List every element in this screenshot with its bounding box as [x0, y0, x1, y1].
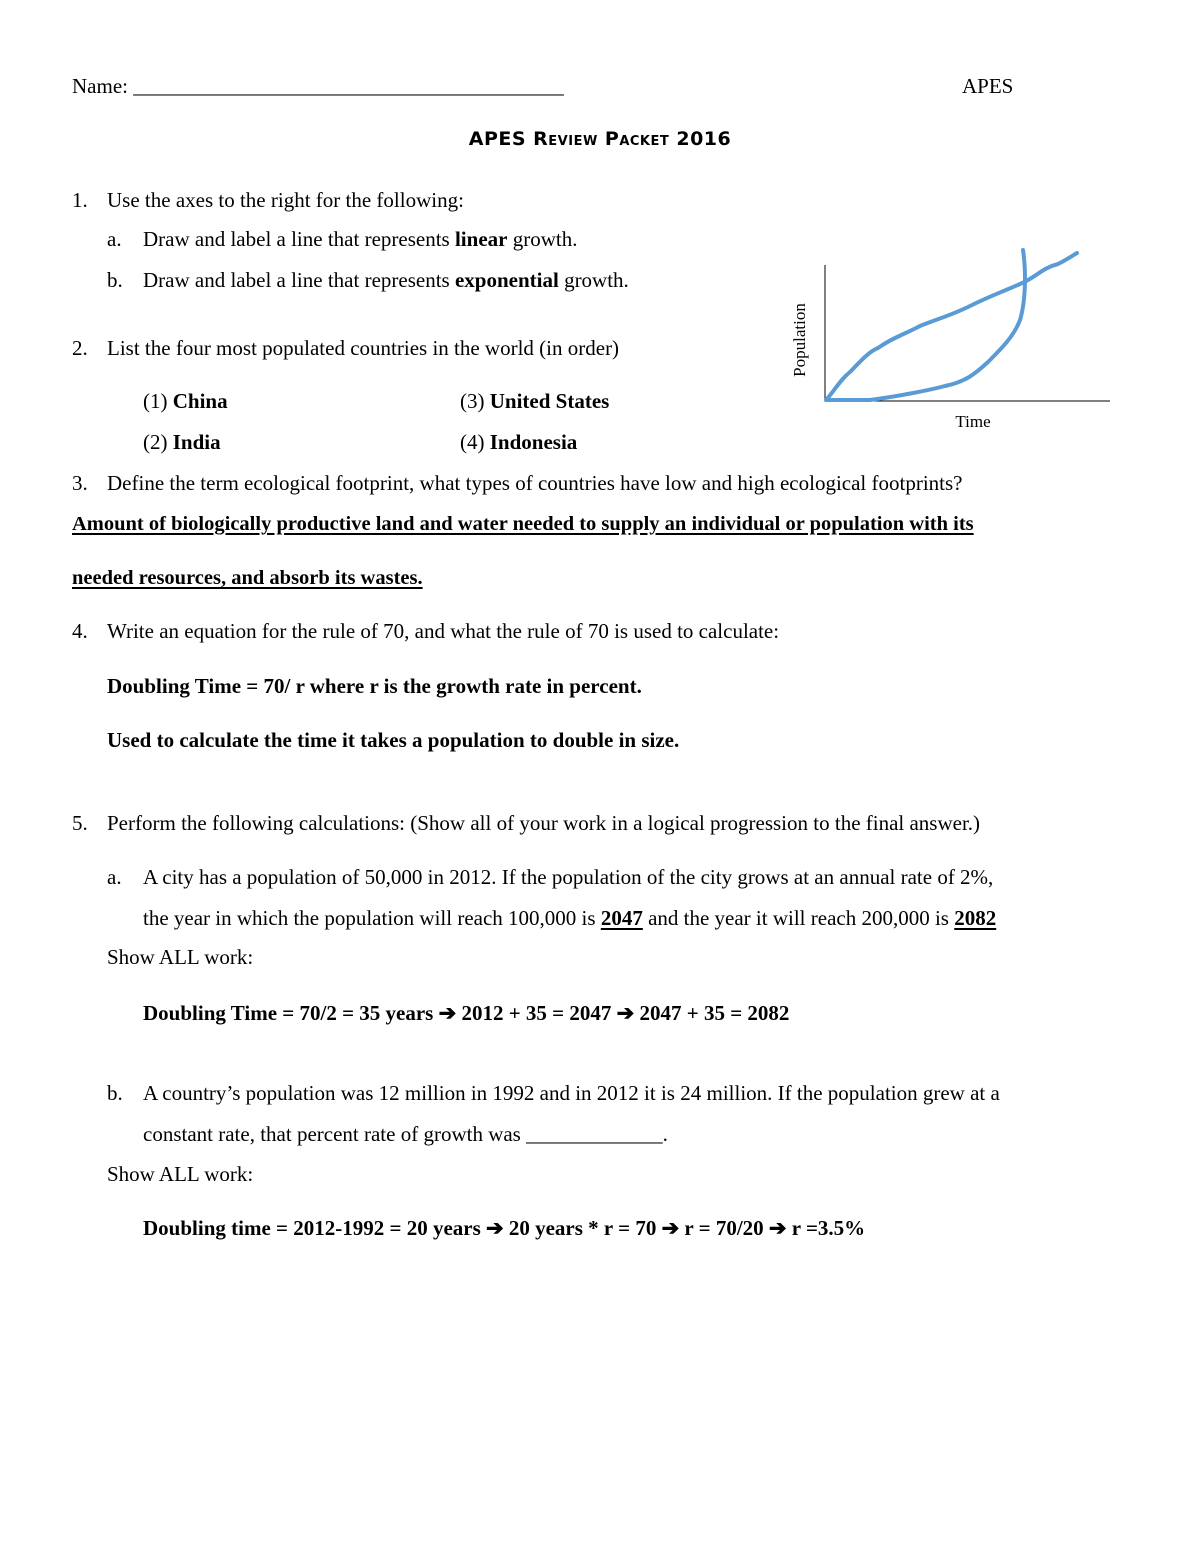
country-4 [460, 432, 577, 453]
q1a-bold: linear [454, 227, 508, 251]
country-4-number: (4) [460, 430, 490, 454]
name-blank: _________________________________________ [133, 74, 564, 98]
q4-text: Write an equation for the rule of 70, and what the rule of 70 is used to calculate: [107, 619, 780, 643]
q3-number: 3. [72, 471, 88, 495]
name-line[interactable] [72, 76, 564, 97]
q5b-marker: b. [107, 1081, 123, 1105]
q1b-pre: Draw and label a line that represents [143, 268, 455, 292]
q4-answer-equation: Doubling Time = 70/ r where r is the growth rate in percent. [107, 674, 642, 698]
q2-text: List the four most populated countries in the world (in order) [107, 336, 620, 360]
q5b-work: Doubling time = 2012-1992 = 20 years ➔ 20 years * r = 70 ➔ r = 70/20 ➔ r =3.5% [143, 1216, 866, 1240]
q5b-line1: A country’s population was 12 million in 1992 and in 2012 it is 24 million. If the population grew at a [143, 1081, 1000, 1105]
q5-number: 5. [72, 811, 88, 835]
q5-text: Perform the following calculations: (Show all of your work in a logical progression to the final answer.) [107, 811, 981, 835]
page-title: APES Review Packet 2016 [468, 128, 732, 150]
course-label: APES [962, 74, 1014, 98]
q5a-marker: a. [107, 865, 122, 889]
q4-number: 4. [72, 619, 88, 643]
q5a-line2-mid: and the year it will reach 200,000 is [642, 906, 955, 930]
q5a-answer-2: 2082 [954, 906, 997, 930]
q1a-marker: a. [107, 227, 122, 251]
q3-answer-line1: Amount of biologically productive land and water needed to supply an individual or population with its [72, 513, 974, 535]
country-3-number: (3) [460, 389, 490, 413]
q5b-line2: constant rate, that percent rate of growth was _____________. [143, 1122, 668, 1146]
country-2-number: (2) [143, 430, 173, 454]
q1b-text [143, 270, 629, 291]
q4-answer-purpose: Used to calculate the time it takes a population to double in size. [107, 728, 680, 752]
q1a-pre: Draw and label a line that represents [143, 227, 455, 251]
country-1-name: China [172, 389, 228, 413]
q1b-marker: b. [107, 268, 123, 292]
country-2 [143, 432, 221, 453]
y-axis-label: Population [790, 303, 809, 377]
q5a-line2-pre: the year in which the population will reach 100,000 is [143, 906, 601, 930]
q1b-bold: exponential [454, 268, 559, 292]
q5a-answer-1: 2047 [600, 906, 643, 930]
growth-graph [780, 240, 1120, 440]
country-4-name: Indonesia [489, 430, 578, 454]
q1a-text [143, 229, 577, 250]
q5b-show-work: Show ALL work: [107, 1162, 254, 1186]
q3-text: Define the term ecological footprint, what types of countries have low and high ecological footprints? [107, 471, 963, 495]
q5a-show-work: Show ALL work: [107, 945, 254, 969]
q2-number: 2. [72, 336, 88, 360]
q5a-line1: A city has a population of 50,000 in 2012. If the population of the city grows at an annual rate of 2%, [143, 865, 994, 889]
country-2-name: India [172, 430, 221, 454]
country-3-name: United States [489, 389, 610, 413]
country-1 [143, 391, 228, 412]
q5a-work: Doubling Time = 70/2 = 35 years ➔ 2012 + 35 = 2047 ➔ 2047 + 35 = 2082 [143, 1001, 790, 1025]
q3-answer-line2: needed resources, and absorb its wastes. [72, 567, 423, 589]
q1-text: Use the axes to the right for the following: [107, 188, 464, 212]
q1b-post: growth. [558, 268, 629, 292]
x-axis-label: Time [955, 412, 991, 431]
country-1-number: (1) [143, 389, 173, 413]
q5a-line2 [143, 908, 996, 929]
linear-growth-curve [826, 253, 1077, 400]
country-3 [460, 391, 609, 412]
q1-number: 1. [72, 188, 88, 212]
name-label: Name: [72, 74, 134, 98]
q1a-post: growth. [507, 227, 578, 251]
